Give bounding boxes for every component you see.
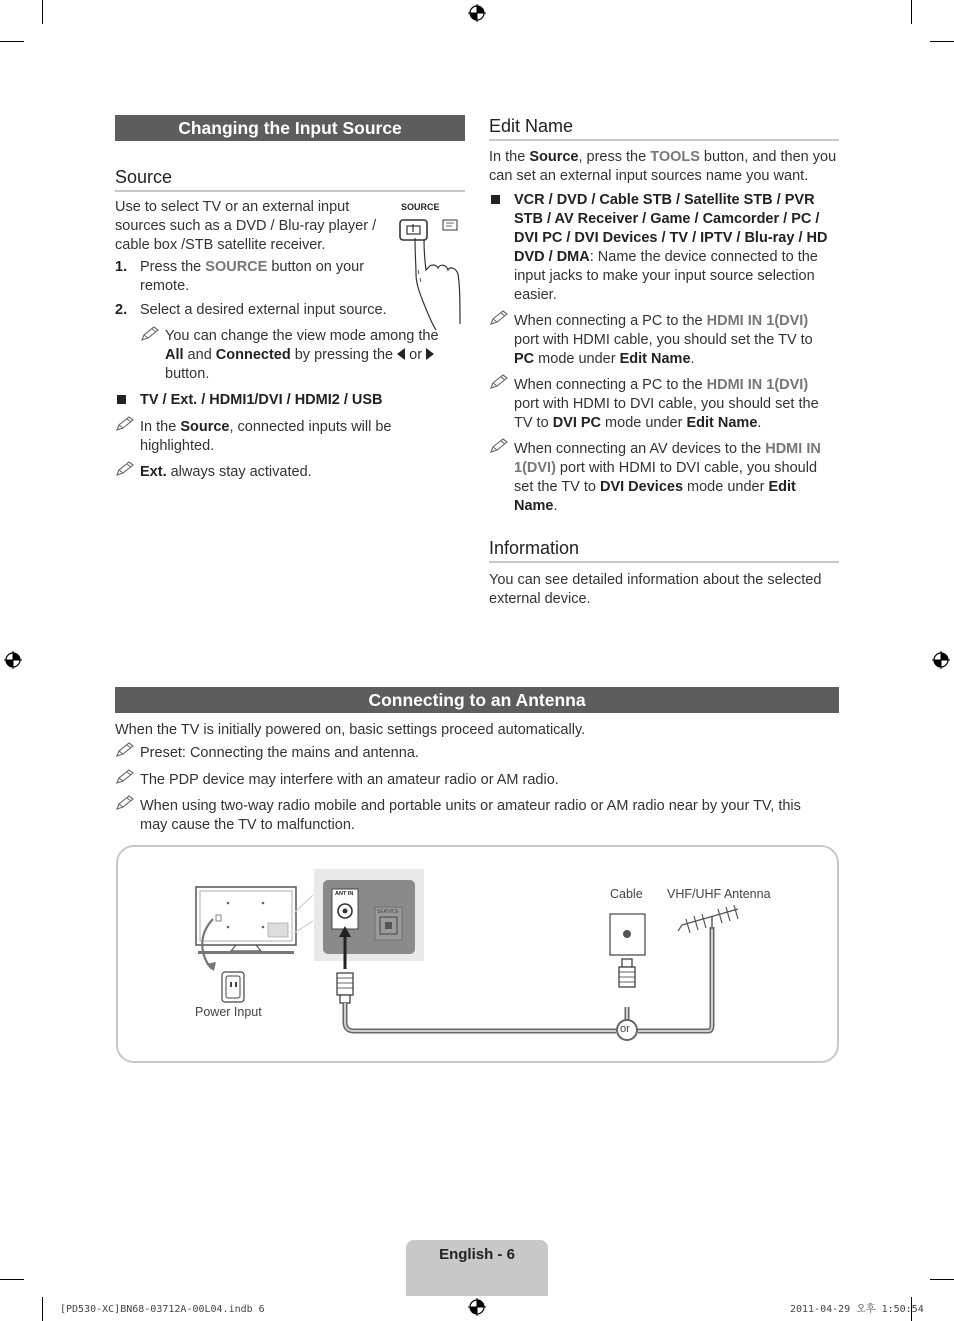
left-arrow-icon — [397, 348, 405, 360]
ext-key: Ext. — [140, 464, 167, 480]
or-label: or — [620, 1023, 630, 1035]
edit-name-menu: Edit Name — [619, 351, 691, 367]
step-number: 1. — [115, 259, 128, 275]
bullet-square-icon — [491, 195, 500, 204]
crop-mark — [42, 0, 43, 24]
file-slug: [PD530-XC]BN68-03712A-00L04.indb 6 — [60, 1304, 265, 1315]
note-text: and — [183, 347, 216, 363]
note-text: always stay activated. — [166, 464, 312, 480]
cable-label: Cable — [610, 887, 643, 901]
section-banner-antenna: Connecting to an Antenna — [115, 687, 839, 713]
connection-illustration — [118, 847, 837, 1061]
remote-source-label: SOURCE — [401, 202, 440, 212]
hdmi-port: HDMI IN 1(DVI) — [706, 313, 809, 329]
note-text: mode under — [601, 415, 687, 431]
note-pc-dvi — [514, 376, 836, 433]
mode-name: DVI PC — [552, 415, 602, 431]
note-text: . — [553, 498, 558, 514]
note-text: mode under — [534, 351, 620, 367]
note-text: . — [690, 351, 695, 367]
registration-mark-icon — [932, 651, 950, 669]
information-text: You can see detailed information about the selected external device. — [489, 572, 822, 607]
edit-name-intro — [489, 148, 841, 186]
para-text: In the — [489, 149, 530, 165]
hdmi-port: HDMI IN 1(DVI) — [706, 377, 809, 393]
note-text: , connected inputs will be highlighted. — [140, 419, 392, 454]
note-text: When connecting a PC to the — [514, 313, 707, 329]
device-name-list — [514, 191, 842, 305]
step-number: 2. — [115, 302, 128, 318]
crop-mark — [0, 41, 24, 42]
note-pencil-icon — [115, 795, 135, 811]
crop-mark — [42, 1297, 43, 1321]
source-intro: Use to select TV or an external input sources such as a DVD / Blu-ray player / cable box /STB satellite receiver. — [115, 199, 377, 253]
inputs-list: TV / Ext. / HDMI1/DVI / HDMI2 / USB — [140, 392, 383, 408]
note-text: When connecting a PC to the — [514, 377, 707, 393]
step-2: Select a desired external input source. — [140, 302, 387, 318]
crop-mark — [930, 1279, 954, 1280]
note-text: port with HDMI cable, you should set the TV to — [514, 332, 813, 348]
antenna-intro: When the TV is initially powered on, basic settings proceed automatically. — [115, 722, 586, 738]
source-menu: Source — [180, 419, 230, 435]
hdmi-port: HDMI IN 1(DVI) — [514, 441, 821, 476]
note-pencil-icon — [115, 416, 135, 432]
note-radio-malfunction: When using two-way radio mobile and portable units or amateur radio or AM radio near by your TV, this may cause the TV to malfunction. — [140, 798, 801, 833]
right-arrow-icon — [426, 348, 434, 360]
note-pencil-icon — [489, 438, 509, 454]
note-view-mode — [165, 327, 455, 384]
heading-source: Source — [115, 168, 465, 192]
note-ext — [140, 463, 440, 482]
crop-mark — [930, 41, 954, 42]
antenna-diagram — [116, 845, 839, 1063]
note-pencil-icon — [140, 326, 160, 342]
note-text: In the — [140, 419, 181, 435]
note-text: When connecting an AV devices to the — [514, 441, 766, 457]
registration-mark-icon — [468, 4, 486, 22]
edit-name-menu: Edit Name — [514, 479, 796, 514]
ant-in-label: ANT IN — [335, 891, 354, 897]
timestamp-slug: 2011-04-29 오후 1:50:54 — [790, 1304, 924, 1315]
heading-information: Information — [489, 539, 839, 563]
mode-name: DVI Devices — [599, 479, 684, 495]
note-text: button. — [165, 366, 210, 382]
hand-press-icon — [390, 214, 468, 334]
tools-key: TOOLS — [650, 149, 700, 165]
mode-connected: Connected — [215, 347, 291, 363]
page-number: English - 6 — [439, 1246, 515, 1263]
note-preset: Preset: Connecting the mains and antenna. — [140, 745, 419, 761]
note-text: port with HDMI to DVI cable, you should set the TV to — [514, 396, 819, 431]
registration-mark-icon — [468, 1298, 486, 1316]
step-1-post: button on your remote. — [140, 259, 365, 294]
registration-mark-icon — [4, 651, 22, 669]
note-pencil-icon — [115, 742, 135, 758]
note-pencil-icon — [489, 310, 509, 326]
edit-name-menu: Edit Name — [686, 415, 758, 431]
section-banner-input-source: Changing the Input Source — [115, 115, 465, 141]
mode-name: PC — [514, 351, 535, 367]
note-pdp-interference: The PDP device may interfere with an amateur radio or AM radio. — [140, 772, 559, 788]
service-label: SERVICE — [377, 909, 399, 915]
heading-edit-name: Edit Name — [489, 117, 839, 141]
crop-mark — [0, 1279, 24, 1280]
page-number-tab — [406, 1240, 548, 1296]
power-input-label: Power Input — [195, 1005, 262, 1019]
bullet-square-icon — [117, 395, 126, 404]
note-text: port with HDMI to DVI cable, you should set the TV to — [514, 460, 818, 495]
note-pc-hdmi — [514, 312, 836, 369]
note-text: You can change the view mode among the — [165, 328, 439, 344]
para-text: , press the — [578, 149, 651, 165]
note-text: mode under — [683, 479, 769, 495]
note-highlighted — [140, 418, 440, 456]
crop-mark — [911, 0, 912, 24]
device-names: VCR / DVD / Cable STB / Satellite STB / PVR STB / AV Receiver / Game / Camcorder / PC / DVI PC / DVI Devices / TV / IPTV / Blu-ray / HD DVD / DMA — [514, 192, 828, 265]
note-text: or — [405, 347, 427, 363]
step-1 — [140, 258, 390, 296]
step-1-pre: Press the — [140, 259, 206, 275]
para-text: : Name the device connected to the input jacks to make your input source selection easier. — [514, 249, 818, 303]
note-text: by pressing the — [290, 347, 398, 363]
para-text: button, and then you can set an external input sources name you want. — [489, 149, 837, 184]
vhf-uhf-antenna-label: VHF/UHF Antenna — [667, 887, 771, 901]
source-key: SOURCE — [205, 259, 268, 275]
note-pencil-icon — [115, 769, 135, 785]
source-menu: Source — [529, 149, 579, 165]
note-text: . — [757, 415, 762, 431]
note-pencil-icon — [115, 461, 135, 477]
remote-illustration — [390, 200, 468, 335]
note-av-dvi — [514, 440, 836, 516]
mode-all: All — [165, 347, 184, 363]
note-pencil-icon — [489, 374, 509, 390]
